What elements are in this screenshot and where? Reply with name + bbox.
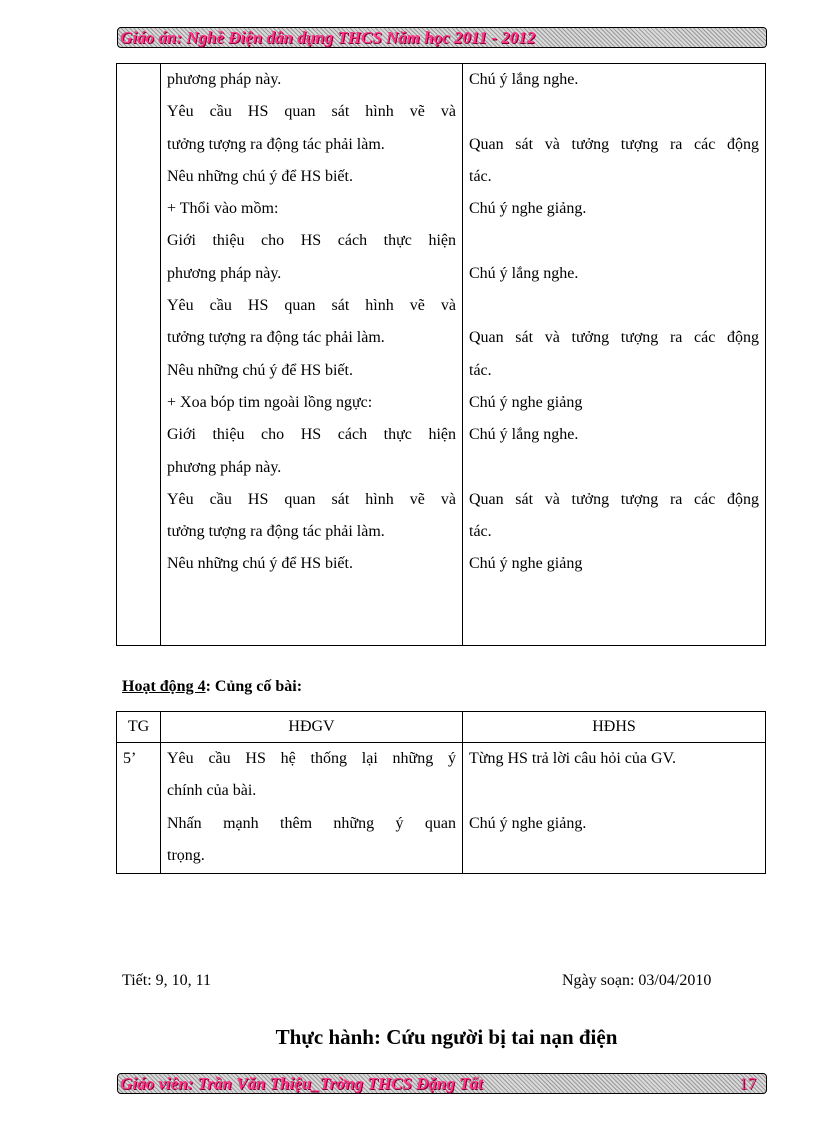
- text-line: Yêu cầu HS quan sát hình vẽ và: [167, 490, 456, 508]
- footer-banner: [117, 1073, 767, 1094]
- hdgv-lines: [161, 64, 462, 581]
- text-line: [469, 96, 759, 128]
- hdhs-lines: [463, 64, 765, 581]
- text-line: Nêu những chú ý để HS biết.: [167, 361, 353, 379]
- text-line: Chú ý nghe giảng: [469, 393, 583, 411]
- text-line: Yêu cầu HS quan sát hình vẽ và: [167, 103, 456, 121]
- header-banner: [117, 27, 767, 48]
- lesson-title: Thực hành: Cứu người bị tai nạn điện: [275, 1025, 618, 1049]
- text-line: tác.: [469, 523, 492, 541]
- tg-value: 5’: [123, 750, 137, 767]
- text-line: tưởng tượng ra động tác phải làm.: [167, 135, 385, 153]
- text-line: phương pháp này.: [167, 264, 282, 282]
- text-line: Chú ý nghe giảng.: [469, 200, 587, 218]
- text-line: [469, 775, 759, 807]
- text-line: Từng HS trả lời câu hỏi của GV.: [469, 750, 677, 767]
- header-text: Giáo án: Nghề Điện dân dụng THCS Năm học 2011 - 2012: [120, 28, 536, 47]
- text-line: + Thổi vào mồm:: [167, 200, 279, 218]
- text-line: tác.: [469, 167, 492, 185]
- hdhs-lines: [463, 743, 765, 872]
- text-line: Chú ý nghe giảng: [469, 555, 583, 573]
- footer-text: Giáo viên: Trần Văn Thiệu_Trờng THCS Đặng Tất: [120, 1074, 483, 1093]
- text-line: Giới thiệu cho HS cách thực hiện: [167, 232, 456, 250]
- text-line: Quan sát và tưởng tượng ra các động: [469, 329, 759, 347]
- text-line: chính của bài.: [167, 782, 257, 800]
- text-line: tác.: [469, 361, 492, 379]
- text-line: [469, 840, 759, 872]
- text-line: Chú ý lắng nghe.: [469, 426, 579, 444]
- text-line: tưởng tượng ra động tác phải làm.: [167, 329, 385, 347]
- header-tg: TG: [117, 712, 161, 743]
- text-line: [469, 452, 759, 484]
- text-line: Quan sát và tưởng tượng ra các động: [469, 135, 759, 153]
- hdhs-cell: [463, 743, 766, 874]
- text-line: Nêu những chú ý để HS biết.: [167, 167, 353, 185]
- text-line: Yêu cầu HS hệ thống lại những ý: [167, 750, 456, 767]
- lesson-periods: Tiết: 9, 10, 11: [122, 972, 212, 989]
- text-line: tưởng tượng ra động tác phải làm.: [167, 523, 385, 541]
- text-line: [469, 225, 759, 257]
- text-line: phương pháp này.: [167, 71, 282, 88]
- text-line: Chú ý lắng nghe.: [469, 71, 579, 88]
- preparation-date: Ngày soạn: 03/04/2010: [562, 972, 712, 989]
- text-line: Nêu những chú ý để HS biết.: [167, 555, 353, 573]
- section-label: Hoạt động 4: [122, 678, 206, 695]
- activity-table-4: [116, 711, 766, 874]
- header-hdhs: HĐHS: [463, 712, 766, 743]
- text-line: Chú ý lắng nghe.: [469, 264, 579, 282]
- hdhs-cell: [463, 64, 766, 646]
- activity-table-continued: [116, 63, 766, 646]
- text-line: + Xoa bóp tim ngoài lồng ngực:: [167, 393, 373, 411]
- hdgv-cell: [161, 743, 463, 874]
- section-rest: : Củng cố bài:: [205, 678, 303, 695]
- header-hdgv: HĐGV: [161, 712, 463, 743]
- text-line: phương pháp này.: [167, 458, 282, 476]
- text-line: Quan sát và tưởng tượng ra các động: [469, 490, 759, 508]
- tg-cell: [117, 64, 161, 646]
- text-line: [469, 290, 759, 322]
- tg-cell: [117, 743, 161, 874]
- text-line: Giới thiệu cho HS cách thực hiện: [167, 426, 456, 444]
- text-line: trọng.: [167, 846, 205, 864]
- hdgv-lines: [161, 743, 462, 872]
- section-title: [122, 678, 302, 696]
- text-line: Chú ý nghe giảng.: [469, 814, 587, 832]
- text-line: Yêu cầu HS quan sát hình vẽ và: [167, 297, 456, 315]
- hdgv-cell: [161, 64, 463, 646]
- text-line: Nhấn mạnh thêm những ý quan: [167, 814, 456, 832]
- page-number: 17: [739, 1074, 756, 1093]
